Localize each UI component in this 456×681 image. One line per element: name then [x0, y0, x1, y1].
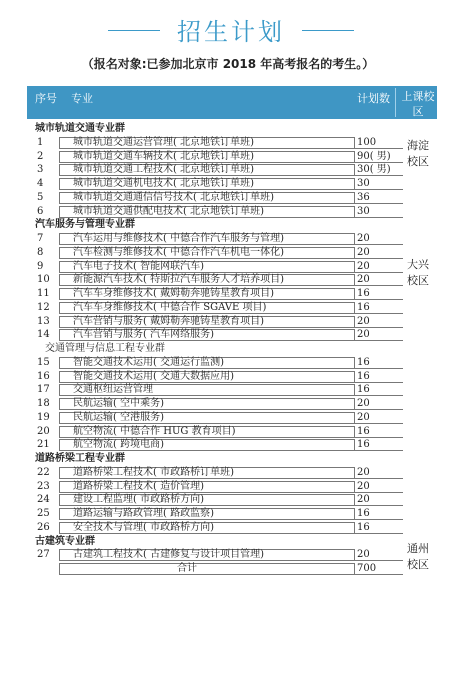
table-row	[27, 136, 437, 150]
row-seq: 10	[37, 274, 50, 286]
row-seq: 6	[37, 205, 44, 217]
row-major: 城市轨道交通运营管理( 北京地铁订单班)	[73, 136, 254, 148]
campus-daxing: 大兴校区	[407, 258, 429, 287]
header-divider	[395, 88, 396, 117]
row-plan: 16	[357, 425, 370, 437]
row-major: 汽车检测与维修技术( 中德合作汽车机电一体化)	[73, 246, 284, 258]
group-header-row	[27, 452, 437, 466]
row-seq: 13	[37, 315, 50, 327]
row-seq: 11	[37, 288, 50, 299]
table-row	[27, 232, 437, 246]
row-plan: 20	[357, 329, 370, 341]
table-row	[27, 383, 437, 397]
table-row	[27, 425, 437, 439]
row-major: 汽车营销与服务( 汽车网络服务)	[73, 329, 214, 341]
row-plan: 20	[357, 494, 370, 506]
table-row	[27, 150, 437, 164]
row-plan: 16	[357, 439, 370, 451]
table-body	[27, 122, 437, 576]
table-row	[27, 205, 437, 219]
table-row	[27, 466, 437, 480]
row-major: 城市轨道交通供配电技术( 北京地铁订单班)	[73, 205, 264, 217]
table-row	[27, 548, 437, 562]
row-plan: 20	[357, 315, 370, 327]
table-row	[27, 521, 437, 535]
table-row	[27, 493, 437, 507]
row-major: 汽车营销与服务( 戴姆勒奔驰铸星教育项目)	[73, 315, 264, 327]
row-major: 汽车车身维修技术( 戴姆勒奔驰铸星教育项目)	[73, 288, 274, 299]
row-seq: 1	[37, 136, 44, 148]
row-cell-border	[59, 563, 355, 575]
row-plan: 36	[357, 191, 370, 203]
page-title: 招生计划	[177, 18, 285, 46]
row-plan: 30	[357, 205, 370, 217]
row-plan: 16	[357, 301, 370, 313]
table-row	[27, 246, 437, 260]
row-plan: 100	[357, 136, 377, 148]
row-seq: 25	[37, 508, 50, 519]
row-major: 建设工程监理( 市政路桥方向)	[73, 494, 204, 506]
row-major: 城市轨道交通车辆技术( 北京地铁订单班)	[73, 150, 254, 162]
row-major: 城市轨道交通通信信号技术( 北京地铁订单班)	[73, 191, 274, 203]
row-plan: 16	[357, 521, 370, 533]
row-seq: 23	[37, 480, 50, 492]
row-seq: 9	[37, 260, 44, 272]
row-seq: 17	[37, 384, 50, 396]
row-major: 汽车电子技术( 智能网联汽车)	[73, 260, 204, 272]
row-major: 民航运输( 空港服务)	[73, 411, 164, 423]
row-seq: 20	[37, 425, 50, 437]
table-row	[27, 191, 437, 205]
col-header-plan: 计划数	[357, 92, 390, 105]
group-header-row	[27, 122, 437, 136]
row-major: 汽车车身维修技术( 中德合作 SGAVE 项目)	[73, 301, 267, 313]
row-seq: 22	[37, 466, 50, 478]
row-plan: 90( 男)	[357, 150, 391, 162]
row-plan: 20	[357, 549, 370, 561]
row-major: 道路桥梁工程技术( 市政路桥订单班)	[73, 466, 234, 478]
page-subtitle: （报名对象:已参加北京市 2018 年高考报名的考生。）	[81, 57, 375, 71]
group-header-row	[27, 218, 437, 232]
row-seq: 4	[37, 178, 44, 189]
row-plan: 16	[357, 356, 370, 368]
table-row	[27, 370, 437, 384]
row-plan: 20	[357, 398, 370, 409]
group-name: 古建筑专业群	[35, 535, 95, 547]
row-major: 民航运输( 空中乘务)	[73, 398, 164, 409]
table-row	[27, 328, 437, 342]
col-header-major: 专业	[71, 92, 93, 105]
row-major: 道路桥梁工程技术( 造价管理)	[73, 480, 204, 492]
table-row	[27, 480, 437, 494]
col-header-location: 上课校区	[401, 90, 435, 118]
row-seq: 16	[37, 370, 50, 382]
table-row	[27, 260, 437, 274]
row-seq: 12	[37, 301, 50, 313]
total-label: 合计	[177, 563, 197, 574]
table-header	[27, 86, 437, 119]
group-name: 交通管理与信息工程专业群	[45, 343, 165, 354]
row-plan: 16	[357, 384, 370, 396]
header	[0, 8, 456, 48]
table-row	[27, 177, 437, 191]
row-plan: 16	[357, 288, 370, 299]
table-row	[27, 507, 437, 521]
row-seq: 24	[37, 494, 50, 506]
table-row	[27, 356, 437, 370]
row-seq: 14	[37, 329, 50, 341]
row-plan: 20	[357, 274, 370, 286]
row-seq: 26	[37, 521, 50, 533]
row-seq: 7	[37, 233, 44, 244]
row-major: 城市轨道交通工程技术( 北京地铁订单班)	[73, 164, 254, 176]
total-plan: 700	[357, 563, 377, 574]
table-row	[27, 438, 437, 452]
row-seq: 21	[37, 439, 50, 451]
row-major: 城市轨道交通机电技术( 北京地铁订单班)	[73, 178, 254, 189]
row-plan: 30( 男)	[357, 164, 391, 176]
row-plan: 20	[357, 246, 370, 258]
row-plan: 20	[357, 480, 370, 492]
row-major: 安全技术与管理( 市政路桥方向)	[73, 521, 214, 533]
title-rule-left	[108, 30, 160, 31]
table-row	[27, 315, 437, 329]
row-major: 汽车运用与维修技术( 中德合作汽车服务与管理)	[73, 233, 284, 244]
group-name: 汽车服务与管理专业群	[35, 219, 135, 231]
campus-haidian: 海淀校区	[407, 139, 429, 168]
row-plan: 20	[357, 233, 370, 244]
total-row	[27, 562, 437, 576]
table-row	[27, 301, 437, 315]
row-major: 航空物流( 中德合作 HUG 教育项目)	[73, 425, 236, 437]
row-seq: 5	[37, 191, 44, 203]
campus-tongzhou: 通州校区	[407, 542, 429, 571]
row-plan: 16	[357, 508, 370, 519]
table-row	[27, 163, 437, 177]
group-name: 道路桥梁工程专业群	[35, 453, 125, 464]
table-row	[27, 273, 437, 287]
row-seq: 3	[37, 164, 44, 176]
row-seq: 19	[37, 411, 50, 423]
row-major: 航空物流( 跨境电商)	[73, 439, 164, 451]
group-header-row	[27, 535, 437, 549]
title-rule-right	[302, 30, 354, 31]
row-seq: 2	[37, 150, 44, 162]
row-plan: 16	[357, 370, 370, 382]
table-row	[27, 397, 437, 411]
row-plan: 20	[357, 260, 370, 272]
row-seq: 8	[37, 246, 44, 258]
table-row	[27, 411, 437, 425]
row-plan: 30	[357, 178, 370, 189]
group-header-row	[27, 342, 437, 356]
row-seq: 18	[37, 398, 50, 409]
row-plan: 20	[357, 411, 370, 423]
row-major: 智能交通技术运用( 交通运行监测)	[73, 356, 224, 368]
col-header-seq: 序号	[35, 92, 57, 105]
row-major: 古建筑工程技术( 古建修复与设计项目管理)	[73, 549, 264, 561]
group-name: 城市轨道交通专业群	[35, 123, 125, 134]
row-seq: 15	[37, 356, 50, 368]
table-row	[27, 287, 437, 301]
row-major: 新能源汽车技术( 特斯拉汽车服务人才培养项目)	[73, 274, 284, 286]
row-major: 智能交通技术运用( 交通大数据应用)	[73, 370, 234, 382]
row-major: 道路运输与路政管理( 路政监察)	[73, 508, 214, 519]
row-seq: 27	[37, 549, 50, 561]
row-plan: 20	[357, 466, 370, 478]
row-major: 交通枢纽运营管理	[73, 384, 153, 396]
